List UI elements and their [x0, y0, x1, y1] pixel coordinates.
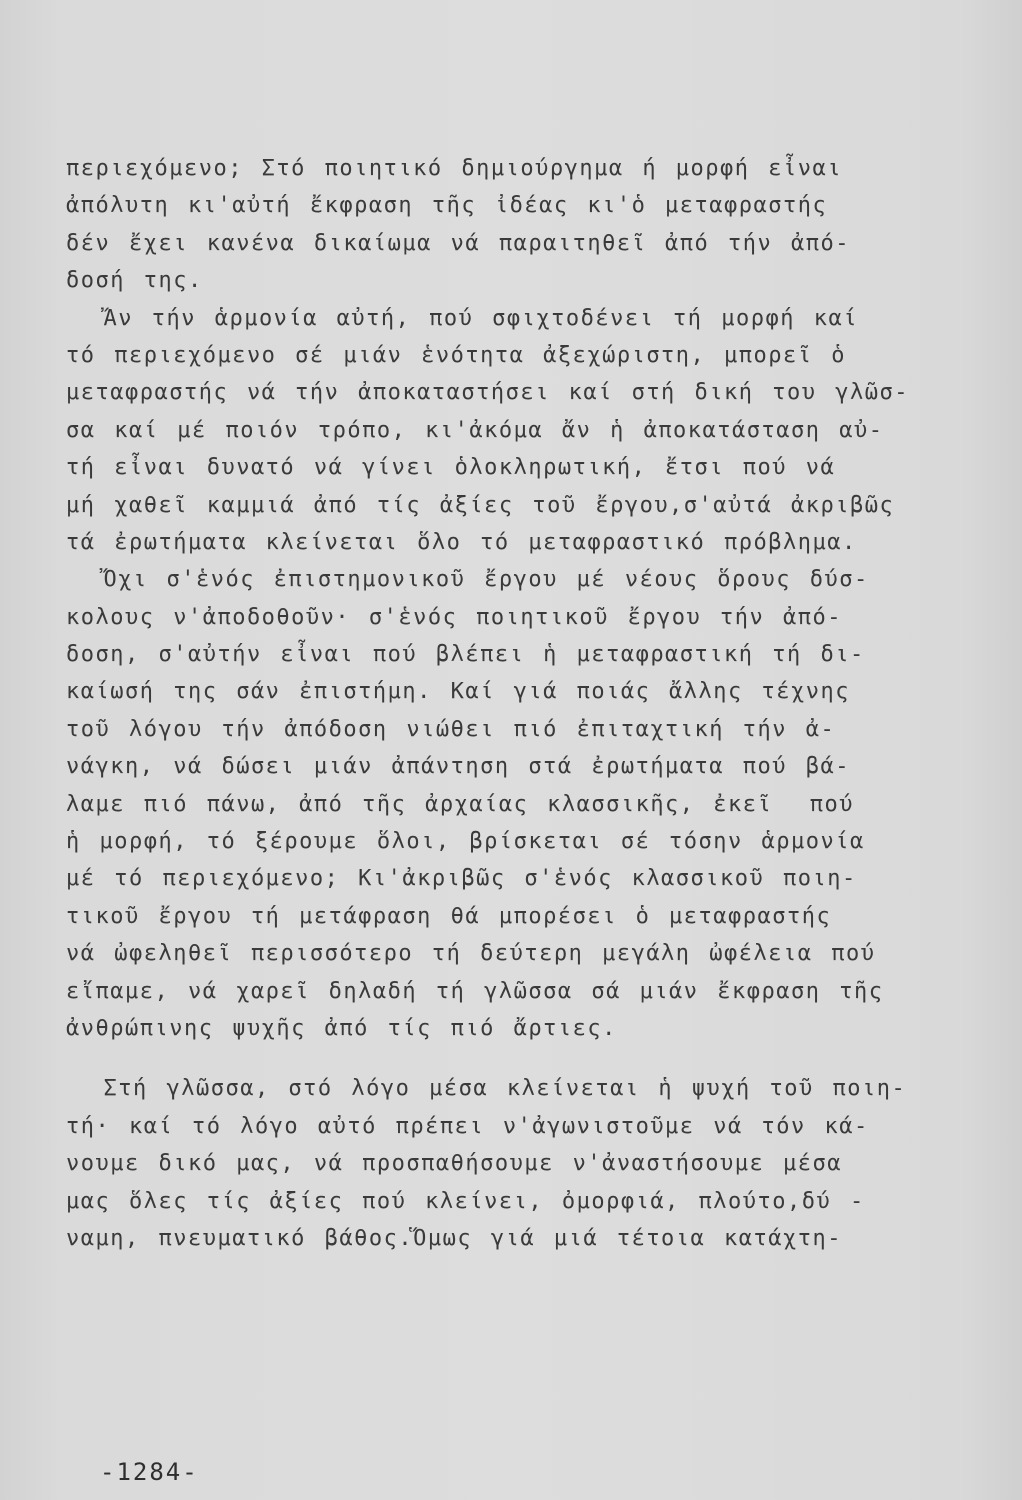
body-text [66, 150, 966, 1257]
text-line: μέ τό περιεχόμενο; Κι'ἀκριβῶς σ'ἑνός κλασσικοῦ ποιη- [66, 866, 857, 892]
text-line: εἴπαμε, νά χαρεῖ δηλαδή τή γλῶσσα σά μιάν ἔκφραση τῆς [66, 978, 884, 1004]
text-line: μας ὅλες τίς ἀξίες πού κλείνει, ὀμορφιά, πλούτο,δύ - [66, 1188, 865, 1214]
text-line: Ὄχι σ'ἑνός ἐπιστημονικοῦ ἔργου μέ νέους ὅρους δύσ- [66, 567, 869, 593]
text-line: δοση, σ'αὐτήν εἶναι πού βλέπει ἡ μεταφραστική τή δι- [66, 642, 865, 668]
text-line: τικοῦ ἔργου τή μετάφραση θά μπορέσει ὁ μεταφραστής [66, 903, 832, 929]
text-line: νάγκη, νά δώσει μιάν ἀπάντηση στά ἐρωτήματα πού βά- [66, 754, 851, 780]
text-line: Ἄν τήν ἁρμονία αὐτή, πού σφιχτοδένει τή μορφή καί [66, 305, 859, 331]
text-line: καίωσή της σάν ἐπιστήμη. Καί γιά ποιάς ἄλλης τέχνης [66, 679, 851, 705]
text-line: νουμε δικό μας, νά προσπαθήσουμε ν'ἀναστήσουμε μέσα [66, 1151, 843, 1177]
text-line: περιεχόμενο; Στό ποιητικό δημιούργημα ή μορφή εἶναι [66, 156, 843, 181]
text-line: ἡ μορφή, τό ξέρουμε ὅλοι, βρίσκεται σέ τόσην ἁρμονία [66, 829, 865, 855]
text-line: ναμη, πνευματικό βάθος.Ὅμως γιά μιά τέτοια κατάχτη- [66, 1225, 843, 1251]
text-line: τή εἶναι δυνατό νά γίνει ὁλοκληρωτική, ἔτσι πού νά [66, 455, 836, 481]
text-line: δέν ἔχει κανένα δικαίωμα νά παραιτηθεῖ ἀπό τήν ἀπό- [66, 230, 851, 256]
text-line: τοῦ λόγου τήν ἀπόδοση νιώθει πιό ἐπιταχτική τήν ἀ- [66, 716, 836, 742]
page-number: -1284- [100, 1458, 199, 1486]
text-line: ἀπόλυτη κι'αὐτή ἔκφραση τῆς ἰδέας κι'ὁ μεταφραστής [66, 193, 828, 219]
text-line: ἀνθρώπινης ψυχῆς ἀπό τίς πιό ἄρτιες. [66, 1015, 617, 1041]
text-line: λαμε πιό πάνω, ἀπό τῆς ἀρχαίας κλασσικῆς, ἐκεῖ πού [66, 791, 855, 817]
text-line: δοσή της. [66, 268, 203, 294]
text-line: μεταφραστής νά τήν ἀποκαταστήσει καί στή δική του γλῶσ- [66, 380, 909, 406]
text-line: σα καί μέ ποιόν τρόπο, κι'ἀκόμα ἄν ἡ ἀποκατάσταση αὐ- [66, 417, 884, 443]
text-line: μή χαθεῖ καμμιά ἀπό τίς ἀξίες τοῦ ἔργου,σ'αὐτά ἀκριβῶς [66, 492, 895, 518]
text-line: Στή γλῶσσα, στό λόγο μέσα κλείνεται ἡ ψυχή τοῦ ποιη- [66, 1076, 907, 1102]
text-line: νά ὠφεληθεῖ περισσότερο τή δεύτερη μεγάλη ὠφέλεια πού [66, 941, 876, 967]
text-line: τά ἐρωτήματα κλείνεται ὅλο τό μεταφραστικό πρόβλημα. [66, 529, 857, 555]
text-line: κολους ν'ἀποδοθοῦν· σ'ἑνός ποιητικοῦ ἔργου τήν ἀπό- [66, 604, 843, 630]
text-line: τή· καί τό λόγο αὐτό πρέπει ν'ἀγωνιστοῦμε νά τόν κά- [66, 1113, 869, 1139]
text-line: τό περιεχόμενο σέ μιάν ἑνότητα ἀξεχώριστη, μπορεῖ ὁ [66, 342, 847, 368]
paragraph-gap [66, 1047, 966, 1070]
